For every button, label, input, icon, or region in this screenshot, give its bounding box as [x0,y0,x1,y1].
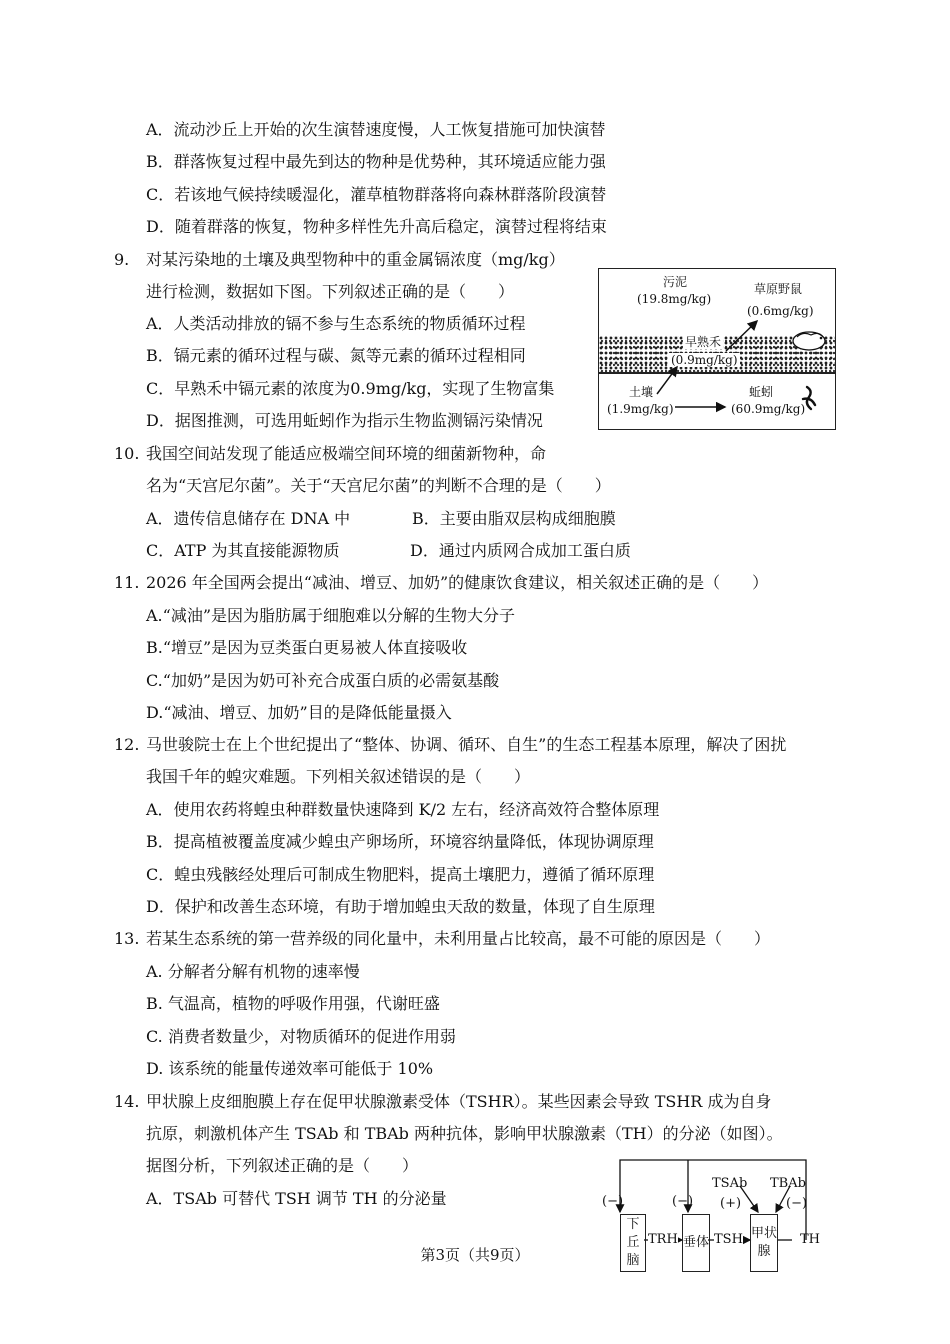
q8-option-a: A．流动沙丘上开始的次生演替速度慢，人工恢复措施可加快演替 [146,120,606,139]
q14-option-a: A．TSAb 可替代 TSH 调节 TH 的分泌量 [146,1189,447,1208]
q12-option-b: B．提高植被覆盖度减少蝗虫产卵场所，环境容纳量降低，体现协调原理 [146,832,654,851]
th-label: TH [800,1232,821,1247]
q13-option-b: B. 气温高，植物的呼吸作用强，代谢旺盛 [146,994,440,1013]
mouse-value: (0.6mg/kg) [747,304,814,318]
q9-number: 9. [114,250,130,269]
soil-to-grass-arrow [657,367,677,394]
q10-option-a: A．遗传信息储存在 DNA 中 [146,509,351,528]
q12-stem-line2: 我国千年的蝗灾难题。下列相关叙述错误的是（ ） [146,767,531,786]
q10-option-c: C．ATP 为其直接能源物质 [146,541,340,560]
q10-option-d: D．通过内质网合成加工蛋白质 [410,541,631,560]
trh-label: TRH [648,1232,678,1247]
q9-option-c: C．早熟禾中镉元素的浓度为0.9mg/kg，实现了生物富集 [146,379,555,398]
soil-value: (1.9mg/kg) [607,402,674,416]
q13-option-a: A. 分解者分解有机物的速率慢 [146,962,360,981]
q14-number: 14. [114,1092,140,1111]
hypothalamus-negative-sign: (−) [602,1194,624,1209]
q9-stem-line2: 进行检测，数据如下图。下列叙述正确的是（ ） [146,282,515,301]
tsab-label: TSAb [712,1176,748,1191]
q13-stem: 若某生态系统的第一营养级的同化量中，未利用量占比较高，最不可能的原因是（ ） [146,929,771,948]
earthworm-icon [803,387,815,409]
sludge-value: (19.8mg/kg) [637,292,712,306]
grass-to-mouse-arrow [726,321,757,351]
q10-stem-line2: 名为“天宫尼尔菌”。关于“天宫尼尔菌”的判断不合理的是（ ） [146,476,611,495]
q11-option-d: D.“减油、增豆、加奶”目的是降低能量摄入 [146,703,452,722]
fig9-arrows [599,269,837,431]
q12-option-a: A．使用农药将蝗虫种群数量快速降到 K/2 左右，经济高效符合整体原理 [146,800,660,819]
q13-number: 13. [114,929,140,948]
q9-option-a: A．人类活动排放的镉不参与生态系统的物质循环过程 [146,314,526,333]
q11-option-a: A.“减油”是因为脂肪属于细胞难以分解的生物大分子 [146,606,516,625]
q14-stem-line3: 据图分析，下列叙述正确的是（ ） [146,1156,419,1175]
q12-stem-line1: 马世骏院士在上个世纪提出了“整体、协调、循环、自生”的生态工程基本原理，解决了困扰 [146,735,787,754]
sludge-label: 污泥 [663,275,688,289]
q9-option-d: D．据图推测，可选用蚯蚓作为指示生物监测镉污染情况 [146,411,543,430]
q13-option-c: C. 消费者数量少，对物质循环的促进作用弱 [146,1027,456,1046]
q13-option-d: D. 该系统的能量传递效率可能低于 10% [146,1059,434,1078]
q9-stem-line1: 对某污染地的土壤及典型物种中的重金属镉浓度（mg/kg） [146,250,565,269]
pituitary-box: 垂体 [682,1214,710,1272]
q12-option-c: C．蝗虫残骸经处理后可制成生物肥料，提高土壤肥力，遵循了循环原理 [146,865,655,884]
cadmium-concentration-figure [598,268,836,430]
grass-label: 早熟禾 [685,335,722,349]
pituitary-negative-sign: (−) [672,1194,694,1209]
worm-value: (60.9mg/kg) [731,402,806,416]
q8-option-b: B．群落恢复过程中最先到达的物种是优势种，其环境适应能力强 [146,152,606,171]
q11-option-c: C.“加奶”是因为奶可补充合成蛋白质的必需氨基酸 [146,671,500,690]
q8-option-d: D．随着群落的恢复，物种多样性先升高后稳定，演替过程将结束 [146,217,607,236]
q10-stem-line1: 我国空间站发现了能适应极端空间环境的细菌新物种，命 [146,444,547,463]
tsh-label: TSH [714,1232,743,1247]
hypothalamus-box: 下丘脑 [620,1214,646,1272]
page-footer: 第3页（共9页） [420,1246,530,1264]
grass-value: (0.9mg/kg) [671,353,738,367]
worm-label: 蚯蚓 [749,385,774,399]
q12-number: 12. [114,735,140,754]
q14-stem-line1: 甲状腺上皮细胞膜上存在促甲状腺激素受体（TSHR）。某些因素会导致 TSHR 成为自身 [146,1092,772,1111]
q10-option-b: B．主要由脂双层构成细胞膜 [412,509,616,528]
q12-option-d: D．保护和改善生态环境，有助于增加蝗虫天敌的数量，体现了自生原理 [146,897,655,916]
q8-option-c: C．若该地气候持续暖湿化，灌草植物群落将向森林群落阶段演替 [146,185,607,204]
soil-label: 土壤 [629,385,654,399]
mouse-icon [793,332,825,350]
q14-stem-line2: 抗原，刺激机体产生 TSAb 和 TBAb 两种抗体，影响甲状腺激素（TH）的分泌（如图）。 [146,1124,783,1143]
tbab-label: TBAb [770,1176,806,1191]
thyroid-box: 甲状腺 [750,1214,778,1272]
q11-stem: 2026 年全国两会提出“减油、增豆、加奶”的健康饮食建议，相关叙述正确的是（ ） [146,573,769,592]
tbab-negative-sign: (−) [786,1196,808,1211]
tsab-positive-sign: (+) [720,1196,742,1211]
q9-option-b: B．镉元素的循环过程与碳、氮等元素的循环过程相同 [146,346,526,365]
q11-option-b: B.“增豆”是因为豆类蛋白更易被人体直接吸收 [146,638,468,657]
q10-number: 10. [114,444,140,463]
q11-number: 11. [114,573,140,592]
mouse-label: 草原野鼠 [754,282,803,296]
